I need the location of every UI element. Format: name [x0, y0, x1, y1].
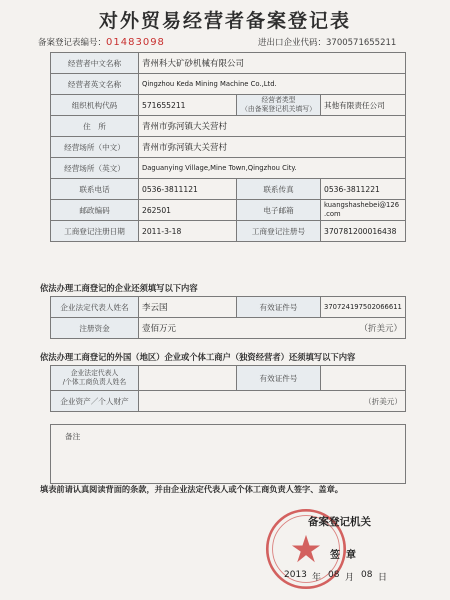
foreign-rep-label-line2: /个体工商负责人姓名: [62, 378, 127, 386]
business-reg-no-value: 370781200016438: [321, 221, 406, 242]
section2-table: [50, 365, 406, 412]
email-line2: .com: [324, 210, 341, 218]
cn-name-label: 经营者中文名称: [51, 53, 139, 74]
registered-capital-value: 壹佰万元: [142, 324, 177, 334]
operator-type-label-line1: 经营者类型: [261, 96, 296, 104]
registered-capital-cell: [139, 318, 406, 339]
fax-label: 联系传真: [237, 179, 321, 200]
org-code-label: 组织机构代码: [51, 95, 139, 116]
io-code-label: 进出口企业代码：: [258, 38, 327, 48]
email-value: [321, 200, 406, 221]
en-name-label: 经营者英文名称: [51, 74, 139, 95]
assets-cell: [139, 391, 406, 412]
assets-label: 企业资产／个人财产: [51, 391, 139, 412]
section2-heading: 依法办理工商登记的外国（地区）企业或个体工商户（独资经营者）还须填写以下内容: [40, 352, 356, 362]
foreign-id-label: 有效证件号: [237, 366, 321, 391]
reg-form-number-label: 备案登记表编号：: [38, 38, 107, 48]
place-cn-value: 青州市弥河镇大关营村: [139, 137, 406, 158]
foreign-rep-label: [51, 366, 139, 391]
zip-label: 邮政编码: [51, 200, 139, 221]
foreign-rep-value: [139, 366, 237, 391]
fax-value: 0536-3811221: [321, 179, 406, 200]
operator-type-label-line2: （由备案登记机关填写）: [241, 105, 316, 113]
io-enterprise-code: [258, 36, 396, 48]
reg-form-number-value: 01483098: [106, 37, 165, 48]
registered-capital-label: 注册资金: [51, 318, 139, 339]
operator-type-label: [237, 95, 321, 116]
cn-name-value: 青州科大矿砂机械有限公司: [139, 53, 406, 74]
assets-unit: （折美元）: [364, 396, 402, 406]
date-year: 2013: [284, 570, 307, 580]
place-en-value: Daguanying Village,Mine Town,Qingzhou City.: [139, 158, 406, 179]
notes-label: 备注: [65, 432, 81, 441]
main-info-table: [50, 52, 406, 242]
org-code-value: 571655211: [139, 95, 237, 116]
reg-form-number: [38, 36, 165, 48]
legal-rep-value: 李云国: [139, 297, 237, 318]
date-month-label: 月: [345, 573, 355, 583]
section1-table: [50, 296, 406, 339]
registration-authority: 备案登记机关: [308, 516, 371, 528]
email-label: 电子邮箱: [237, 200, 321, 221]
place-cn-label: 经营场所（中文）: [51, 137, 139, 158]
operator-type-value: 其他有限责任公司: [321, 95, 406, 116]
footnote: 填表前请认真阅读背面的条款，并由企业法定代表人或个体工商负责人签字、盖章。: [40, 484, 343, 494]
phone-label: 联系电话: [51, 179, 139, 200]
email-line1: kuangshashebei@126: [324, 201, 400, 209]
signature-seal-label: 签章: [330, 550, 362, 561]
io-code-value: 3700571655211: [326, 38, 397, 48]
business-reg-no-label: 工商登记注册号: [237, 221, 321, 242]
zip-value: 262501: [139, 200, 237, 221]
address-value: 青州市弥河镇大关营村: [139, 116, 406, 137]
date-year-label: 年: [312, 573, 322, 583]
foreign-rep-label-line1: 企业法定代表人: [70, 369, 119, 377]
legal-rep-label: 企业法定代表人姓名: [51, 297, 139, 318]
date-day: 08: [361, 570, 373, 580]
date-month: 08: [328, 570, 340, 580]
section1-heading: 依法办理工商登记的企业还须填写以下内容: [40, 283, 198, 293]
notes-table: [50, 424, 406, 484]
en-name-value: Qingzhou Keda Mining Machine Co.,Ltd.: [139, 74, 406, 95]
phone-value: 0536-3811121: [139, 179, 237, 200]
place-en-label: 经营场所（英文）: [51, 158, 139, 179]
form-title: 对外贸易经营者备案登记表: [98, 10, 351, 32]
date-day-label: 日: [378, 573, 388, 583]
foreign-id-value: [321, 366, 406, 391]
capital-unit: （折美元）: [359, 324, 402, 334]
address-label: 住 所: [51, 116, 139, 137]
id-number-label: 有效证件号: [237, 297, 321, 318]
notes-cell: [51, 425, 406, 484]
reg-date-value: 2011-3-18: [139, 221, 237, 242]
reg-date-label: 工商登记注册日期: [51, 221, 139, 242]
id-number-value: 370724197502066611: [321, 297, 406, 318]
